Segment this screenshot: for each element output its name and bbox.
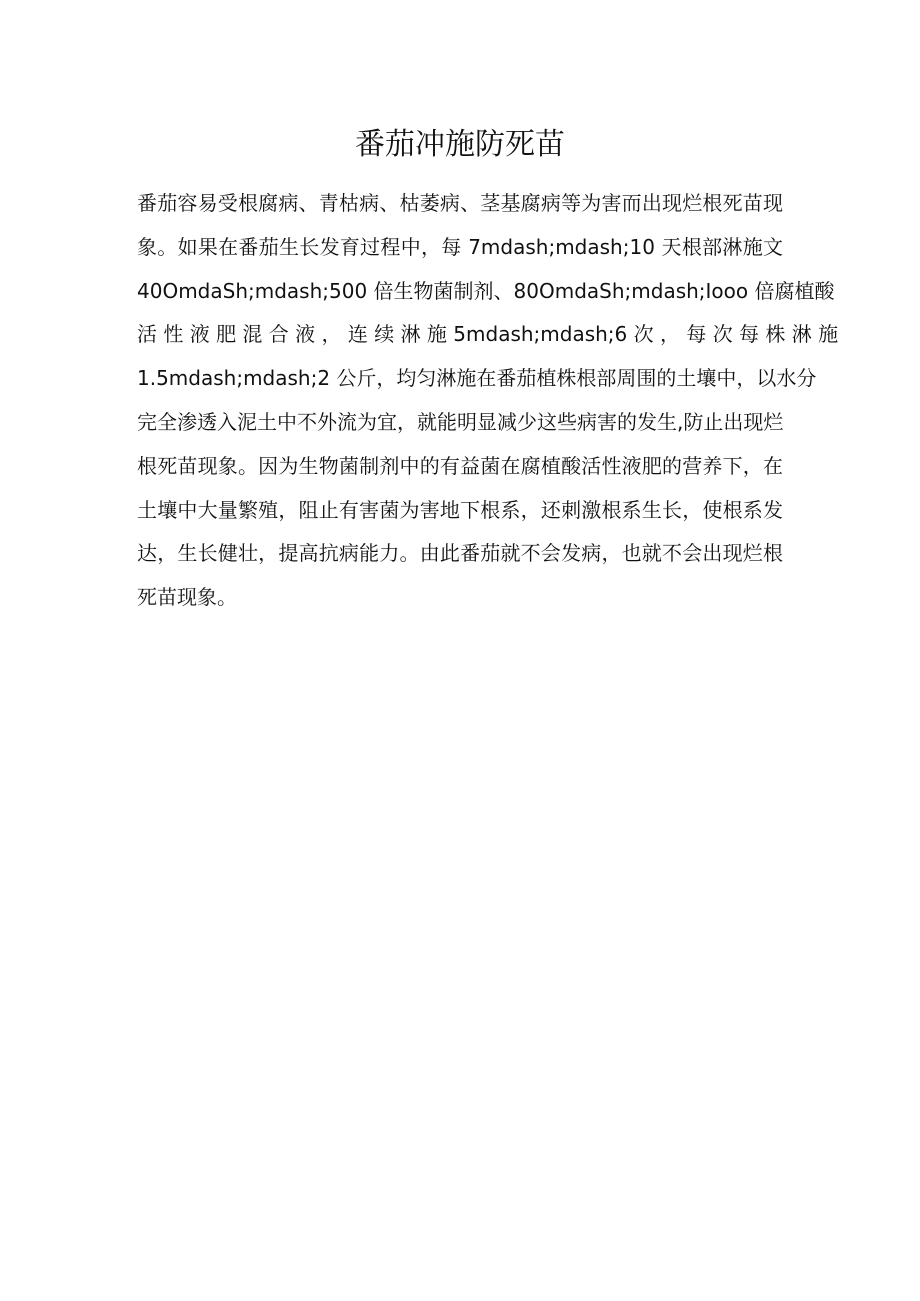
body-line-9: 达，生长健壮，提高抗病能力。由此番茄就不会发病，也就不会出现烂根 — [137, 541, 783, 566]
body-line-8: 土壤中大量繁殖，阻止有害菌为害地下根系，还刺激根系生长，使根系发 — [137, 497, 783, 522]
body-line-10: 死苗现象。 — [137, 585, 237, 610]
body-line-3: 40OmdaSh;mdash;500 倍生物菌制剂、80OmdaSh;mdash;Iooo 倍腐植酸 — [137, 278, 835, 303]
body-line-7: 根死苗现象。因为生物菌制剂中的有益菌在腐植酸活性液肥的营养下，在 — [137, 453, 783, 478]
body-line-4: 活 性 液 肥 混 合 液 ， 连 续 淋 施 5mdash;mdash;6 次 ， 每 次 每 株 淋 施 — [137, 322, 839, 347]
page-title: 番茄冲施防死苗 — [355, 127, 565, 162]
body-line-6: 完全渗透入泥土中不外流为宜，就能明显减少这些病害的发生,防止出现烂 — [137, 409, 784, 434]
body-line-5: 1.5mdash;mdash;2 公斤，均匀淋施在番茄植株根部周围的土壤中，以水分 — [137, 366, 817, 391]
body-paragraph — [137, 182, 839, 620]
body-line-1: 番茄容易受根腐病、青枯病、枯萎病、茎基腐病等为害而出现烂根死苗现 — [137, 191, 783, 215]
body-line-2: 象。如果在番茄生长发育过程中，每 7mdash;mdash;10 天根部淋施文 — [137, 234, 783, 259]
